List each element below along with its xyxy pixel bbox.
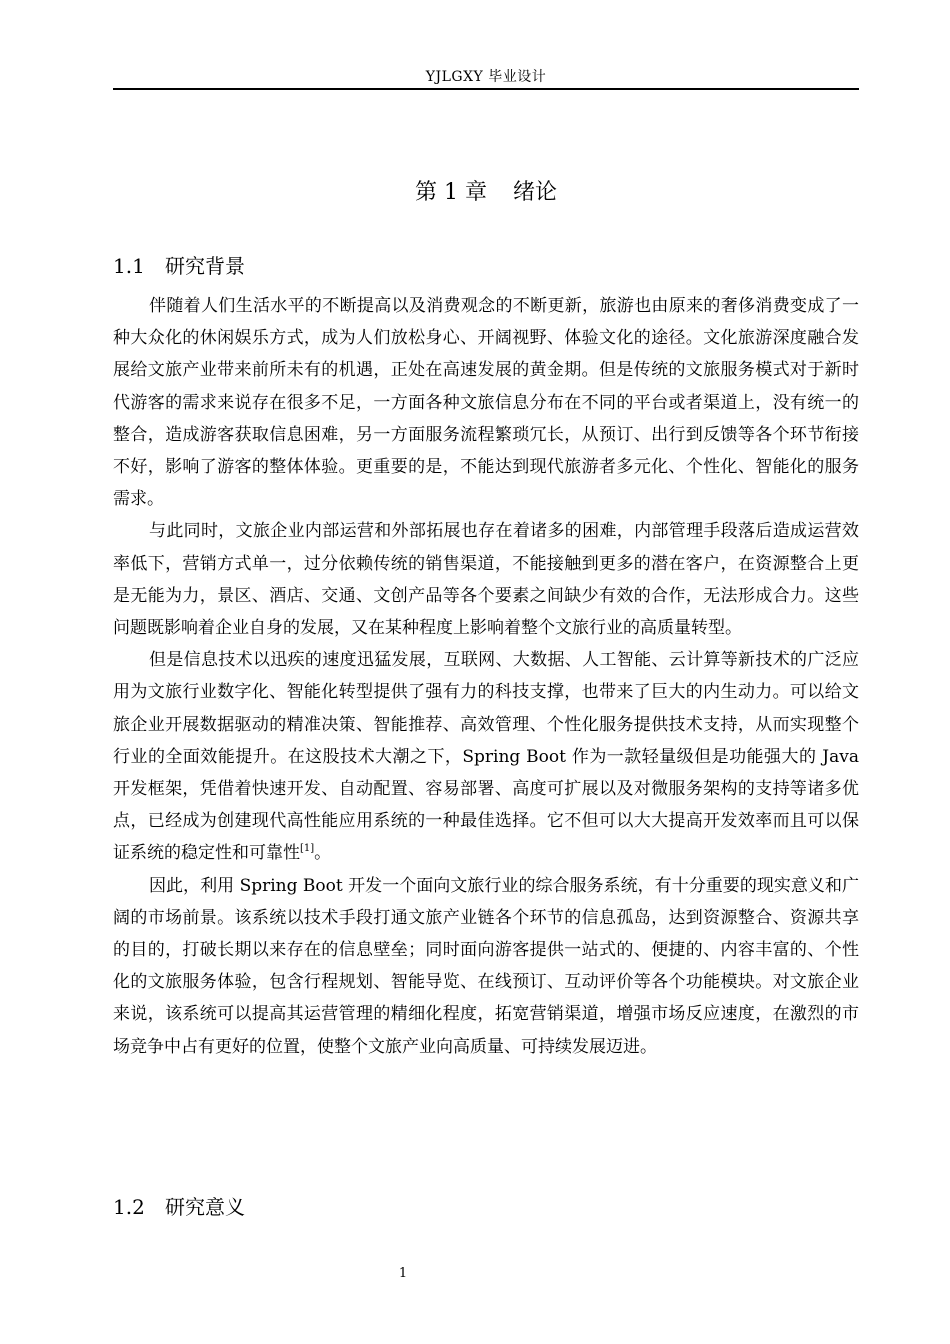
section-title: 研究意义 — [165, 1195, 245, 1219]
section-heading-1-1 — [113, 251, 245, 281]
paragraph: 与此同时，文旅企业内部运营和外部拓展也存在着诸多的困难，内部管理手段落后造成运营效率低下，营销方式单一，过分依赖传统的销售渠道，不能接触到更多的潜在客户，在资源整合上更是无能为力，景区、酒店、交通、文创产品等各个要素之间缺少有效的合作，无法形成合力。这些问题既影响着企业自身的发展，又在某种程度上影响着整个文旅行业的高质量转型。 — [113, 521, 859, 639]
paragraph: 伴随着人们生活水平的不断提高以及消费观念的不断更新，旅游也由原来的奢侈消费变成了一种大众化的休闲娱乐方式，成为人们放松身心、开阔视野、体验文化的途径。文化旅游深度融合发展给文旅产业带来前所未有的机遇，正处在高速发展的黄金期。但是传统的文旅服务模式对于新时代游客的需求来说存在很多不足，一方面各种文旅信息分布在不同的平台或者渠道上，没有统一的整合，造成游客获取信息困难，另一方面服务流程繁琐冗长，从预订、出行到反馈等各个环节衔接不好，影响了游客的整体体验。更重要的是，不能达到现代旅游者多元化、个性化、智能化的服务需求。 — [113, 296, 859, 510]
section-heading-1-2 — [113, 1192, 245, 1222]
paragraph-with-citation — [113, 644, 859, 869]
section-body — [113, 290, 859, 1063]
header-rule — [113, 88, 859, 90]
page-number: 1 — [398, 1266, 408, 1281]
paragraph: 因此，利用 Spring Boot 开发一个面向文旅行业的综合服务系统，有十分重要的现实意义和广阔的市场前景。该系统以技术手段打通文旅产业链各个环节的信息孤岛，达到资源整合、资源共享的目的，打破长期以来存在的信息壁垒；同时面向游客提供一站式的、便捷的、内容丰富的、个性化的文旅服务体验，包含行程规划、智能导览、在线预订、互动评价等各个功能模块。对文旅企业来说，该系统可以提高其运营管理的精细化程度，拓宽营销渠道，增强市场反应速度，在激烈的市场竞争中占有更好的位置，使整个文旅产业向高质量、可持续发展迈进。 — [113, 875, 859, 1057]
section-number: 1.2 — [113, 1195, 145, 1219]
section-title: 研究背景 — [165, 254, 245, 278]
paragraph-end-punctuation: 。 — [314, 843, 332, 864]
chapter-number: 第 1 章 — [415, 180, 487, 205]
section-number: 1.1 — [113, 254, 145, 278]
citation-marker: [1] — [300, 843, 315, 855]
paragraph-text: 但是信息技术以迅疾的速度迅猛发展，互联网、大数据、人工智能、云计算等新技术的广泛应用为文旅行业数字化、智能化转型提供了强有力的科技支撑，也带来了巨大的内生动力。可以给文旅企业开展数据驱动的精准决策、智能推荐、高效管理、个性化服务提供技术支持，从而实现整个行业的全面效能提升。在这股技术大潮之下，Spring Boot 作为一款轻量级但是功能强大的 Java 开发框架，凭借着快速开发、自动配置、容易部署、高度可扩展以及对微服务架构的支持等诸多优点，已经成为创建现代高性能应用系统的一种最佳选择。它不但可以大大提高开发效率而且可以保证系统的稳定性和可靠性 — [113, 650, 859, 864]
chapter-title — [113, 176, 859, 210]
running-header: YJLGXY 毕业设计 — [425, 69, 547, 85]
chapter-name: 绪论 — [512, 180, 557, 205]
